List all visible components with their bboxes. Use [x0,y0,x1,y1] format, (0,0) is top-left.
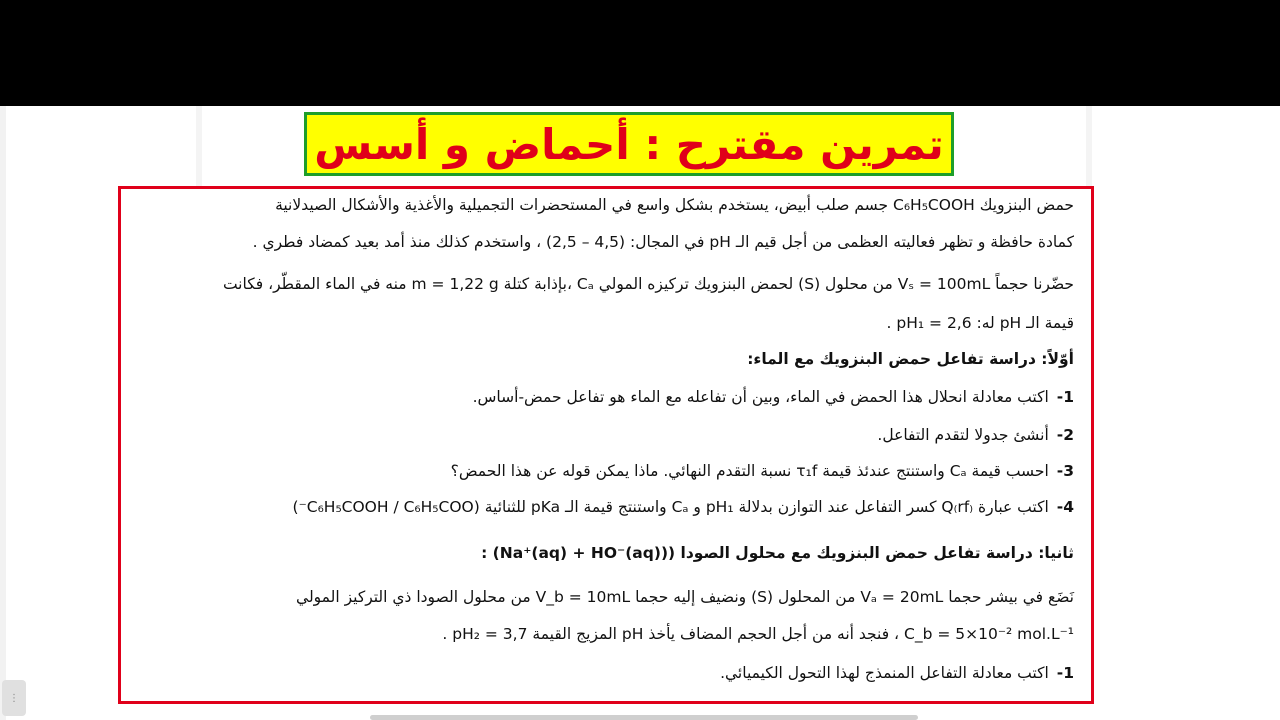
part1-heading: أوّلاً: دراسة تفاعل حمض البنزويك مع الماء: [747,350,1074,368]
part2-line-1: نَضَع في بيشر حجما Vₐ = 20mL من المحلول (S) ونضيف إليه حجما V_b = 10mL من محلول الصودا ذي التركيز المولي [296,588,1074,606]
question-number: 1- [1056,664,1074,682]
horizontal-scrollbar[interactable] [370,715,918,720]
question-text: اكتب معادلة التفاعل المنمذج لهذا التحول الكيميائي. [720,664,1049,682]
part2-line-2: C_b = 5×10⁻² mol.L⁻¹ ، فنجد أنه من أجل الحجم المضاف يأخذ pH المزيج القيمة pH₂ = 3,7 . [442,625,1074,643]
question-number: 2- [1056,426,1074,444]
part2-question-1 [720,664,1074,682]
title-banner [304,112,954,176]
question-text: اكتب عبارة Q₍rf₎ كسر التفاعل عند التوازن بدلالة pH₁ و Cₐ واستنتج قيمة الـ pKa للثنائية (C₆H₅COOH / C₆H₅COO⁻) [292,498,1049,516]
intro-line-2: كمادة حافظة و تظهر فعاليته العظمى من أجل قيم الـ pH في المجال: (4,5 – 2,5) ، واستخدم كذلك منذ أمد بعيد كمضاد فطري . [252,233,1074,251]
question-text: اكتب معادلة انحلال هذا الحمض في الماء، وبين أن تفاعله مع الماء هو تفاعل حمض-أساس. [472,388,1049,406]
part1-question-3 [451,462,1074,480]
intro-line-4: قيمة الـ pH له: pH₁ = 2,6 . [886,314,1074,332]
question-text: احسب قيمة Cₐ واستنتج عندئذ قيمة τ₁f نسبة التقدم النهائي. ماذا يمكن قوله عن هذا الحمض؟ [450,462,1049,480]
exercise-title: تمرين مقترح : أحماض و أسس [314,119,944,169]
question-number: 4- [1056,498,1074,516]
part1-question-2 [877,426,1074,444]
question-number: 1- [1056,388,1074,406]
page-edge-right [1086,106,1092,186]
page-edge-left [196,106,202,186]
intro-line-1: حمض البنزويك C₆H₅COOH جسم صلب أبيض، يستخدم بشكل واسع في المستحضرات التجميلية والأغذية والأشكال الصيدلانية [275,196,1074,214]
top-black-bar [0,0,1280,106]
part1-question-4 [293,498,1074,516]
question-text: أنشئ جدولا لتقدم التفاعل. [877,426,1049,444]
question-number: 3- [1056,462,1074,480]
side-scroll-handle[interactable]: ⋮ [2,680,26,716]
part1-question-1 [473,388,1074,406]
intro-line-3: حضّرنا حجماً Vₛ = 100mL من محلول (S) لحمض البنزويك تركيزه المولي Cₐ ،بإذابة كتلة m = 1,22 g منه في الماء المقطّر، فكانت [222,275,1074,293]
part2-heading: ثانيا: دراسة تفاعل حمض البنزويك مع محلول الصودا ((Na⁺(aq) + HO⁻(aq)) : [481,544,1074,562]
